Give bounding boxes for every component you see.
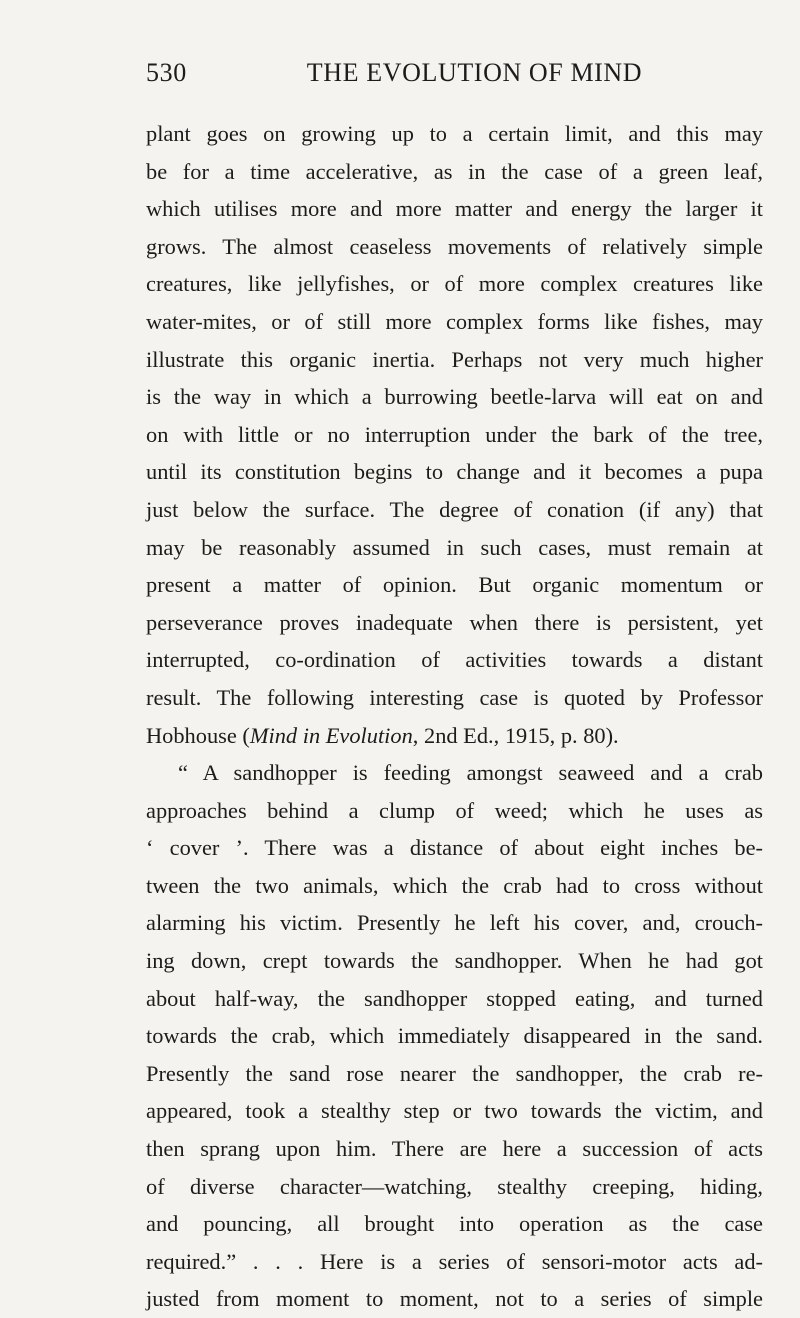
quote-line: towards the crab, which immediately disappeared in the sand.	[146, 1023, 763, 1049]
text-line: grows. The almost ceaseless movements of relatively simple	[146, 233, 763, 259]
quote-line: and pouncing, all brought into operation as the case	[146, 1211, 763, 1237]
quote-line: of diverse character—watching, stealthy creeping, hiding,	[146, 1173, 763, 1199]
quote-line: justed from moment to moment, not to a series of simple	[146, 1286, 763, 1312]
running-title: THE EVOLUTION OF MIND	[306, 58, 643, 87]
quote-line: then sprang upon him. There are here a succession of acts	[146, 1136, 763, 1162]
text-line: which utilises more and more matter and energy the larger it	[146, 196, 763, 222]
citation-text: Hobhouse (	[146, 722, 250, 748]
text-line: may be reasonably assumed in such cases, must remain at	[146, 534, 763, 560]
text-line: on with little or no interruption under the bark of the tree,	[146, 421, 763, 447]
text-line: illustrate this organic inertia. Perhaps not very much higher	[146, 346, 763, 372]
quote-line: tween the two animals, which the crab had to cross without	[146, 872, 763, 898]
text-line: until its constitution begins to change and it becomes a pupa	[146, 459, 763, 485]
citation-line	[146, 717, 763, 755]
text-line: result. The following interesting case is quoted by Professor	[146, 684, 763, 710]
text-line: just below the surface. The degree of conation (if any) that	[146, 496, 763, 522]
page-header	[146, 58, 763, 98]
text-line: be for a time accelerative, as in the case of a green leaf,	[146, 158, 763, 184]
text-line: perseverance proves inadequate when there is persistent, yet	[146, 609, 763, 635]
body-text	[146, 115, 763, 1318]
quote-line: approaches behind a clump of weed; which he uses as	[146, 797, 763, 823]
text-line: present a matter of opinion. But organic momentum or	[146, 572, 763, 598]
text-line: water-mites, or of still more complex forms like fishes, may	[146, 308, 763, 334]
quote-line: ‘ cover ’. There was a distance of about eight inches be-	[146, 835, 763, 861]
quote-line: appeared, took a stealthy step or two towards the victim, and	[146, 1098, 763, 1124]
text-line: is the way in which a burrowing beetle-larva will eat on and	[146, 384, 763, 410]
page-number: 530	[146, 58, 187, 87]
citation-text: , 2nd Ed., 1915, p. 80).	[412, 722, 619, 748]
quote-line: alarming his victim. Presently he left his cover, and, crouch-	[146, 910, 763, 936]
quote-line: “ A sandhopper is feeding amongst seaweed and a crab	[178, 760, 763, 786]
quote-line: about half-way, the sandhopper stopped eating, and turned	[146, 985, 763, 1011]
text-line: plant goes on growing up to a certain limit, and this may	[146, 121, 763, 146]
quote-line: ing down, crept towards the sandhopper. When he had got	[146, 948, 763, 974]
text-line: interrupted, co-ordination of activities towards a distant	[146, 647, 763, 673]
book-title: Mind in Evolution	[249, 722, 413, 748]
quote-line: Presently the sand rose nearer the sandhopper, the crab re-	[146, 1060, 763, 1086]
text-line: creatures, like jellyfishes, or of more complex creatures like	[146, 271, 763, 297]
quote-line: required.” . . . Here is a series of sensori-motor acts ad-	[146, 1248, 763, 1274]
